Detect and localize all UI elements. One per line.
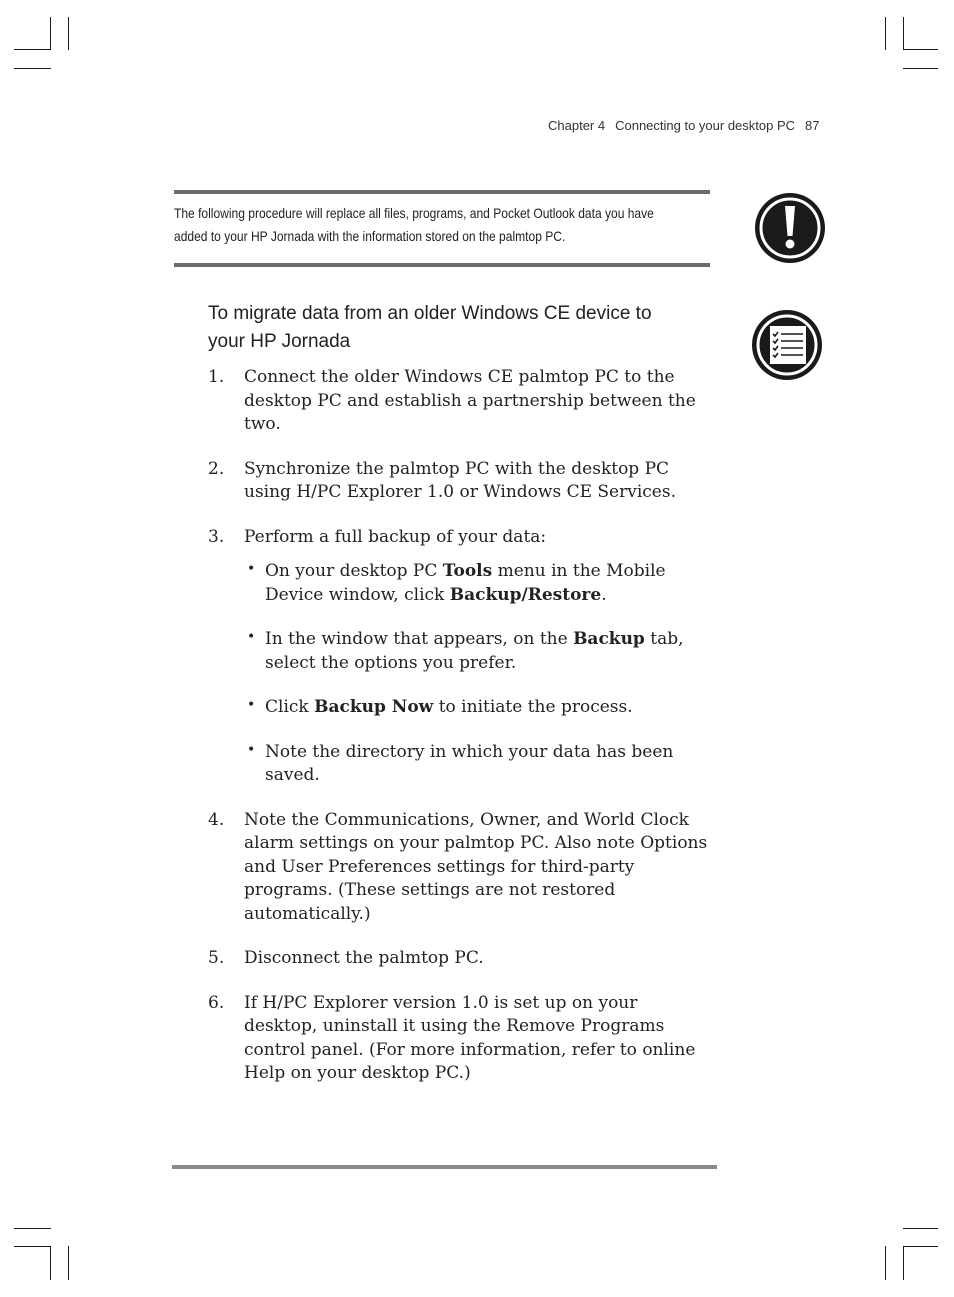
step-number: 6.	[208, 992, 225, 1013]
procedure-steps	[208, 366, 708, 1107]
bullet-icon: •	[247, 697, 256, 713]
footer-rule	[172, 1165, 717, 1169]
crop-mark	[50, 1246, 51, 1280]
crop-mark	[903, 1246, 904, 1280]
sub-list	[244, 560, 708, 788]
step-text: Synchronize the palmtop PC with the desktop PC using H/PC Explorer 1.0 or Windows CE Services.	[244, 458, 676, 502]
crop-mark	[14, 1228, 51, 1229]
warning-text: The following procedure will replace all files, programs, and Pocket Outlook data you have added to your HP Jornada with the information stored on the palmtop PC.	[174, 205, 654, 244]
crop-mark	[50, 17, 51, 50]
step-number: 5.	[208, 948, 225, 968]
list-item	[208, 458, 708, 505]
tab-name: Backup	[573, 629, 645, 649]
chapter-label: Chapter 4	[548, 118, 606, 133]
warning-bottom-rule	[174, 263, 710, 267]
step-text: If H/PC Explorer version 1.0 is set up on your desktop, uninstall it using the Remove Programs control panel. (For more information, refer to online Help on your desktop PC.)	[244, 992, 696, 1083]
step-text: Note the Communications, Owner, and World Clock alarm settings on your palmtop PC. Also note Options and User Preferences settings for third-party programs. (These settings are not restored automatically.)	[244, 809, 708, 924]
list-item	[208, 366, 708, 437]
section-title: Connecting to your desktop PC	[615, 118, 796, 133]
step-text: Perform a full backup of your data:	[244, 526, 547, 547]
step-text: Connect the older Windows CE palmtop PC to the desktop PC and establish a partnership between the two.	[244, 367, 696, 434]
step-text: Disconnect the palmtop PC.	[244, 948, 484, 968]
running-header	[548, 118, 820, 133]
crop-mark	[68, 17, 69, 50]
crop-mark	[14, 49, 51, 50]
crop-mark	[903, 1228, 938, 1229]
bullet-item: • Click Backup Now to initiate the process.	[244, 696, 708, 720]
step-number: 3.	[208, 526, 225, 547]
bullet-item: • In the window that appears, on the Backup tab, select the options you prefer.	[244, 628, 708, 675]
crop-mark	[885, 1246, 886, 1280]
menu-name: Tools	[442, 561, 493, 581]
crop-mark	[903, 1246, 938, 1247]
checklist-icon	[749, 307, 825, 383]
list-item	[208, 992, 708, 1086]
list-item	[208, 947, 708, 971]
bullet-icon: •	[247, 741, 256, 758]
command-name: Backup Now	[314, 697, 434, 717]
step-number: 1.	[208, 367, 225, 387]
crop-mark	[14, 1246, 51, 1247]
list-item	[208, 809, 708, 927]
bullet-item: • On your desktop PC Tools menu in the Mobile Device window, click Backup/Restore.	[244, 560, 708, 607]
command-name: Backup/Restore	[449, 584, 602, 605]
step-number: 4.	[208, 809, 225, 830]
crop-mark	[885, 17, 886, 50]
crop-mark	[903, 49, 938, 50]
crop-mark	[903, 17, 904, 50]
bullet-icon: •	[247, 561, 256, 577]
warning-top-rule	[174, 190, 710, 194]
exclamation-icon	[752, 190, 828, 266]
procedure-title: To migrate data from an older Windows CE device to your HP Jornada	[208, 303, 652, 352]
bullet-item: • Note the directory in which your data has been saved.	[244, 741, 708, 788]
step-number: 2.	[208, 458, 225, 479]
crop-mark	[68, 1246, 69, 1280]
list-item	[208, 526, 708, 788]
crop-mark	[14, 68, 51, 69]
crop-mark	[903, 68, 938, 69]
bullet-icon: •	[247, 629, 256, 645]
page-number: 87	[805, 118, 820, 133]
